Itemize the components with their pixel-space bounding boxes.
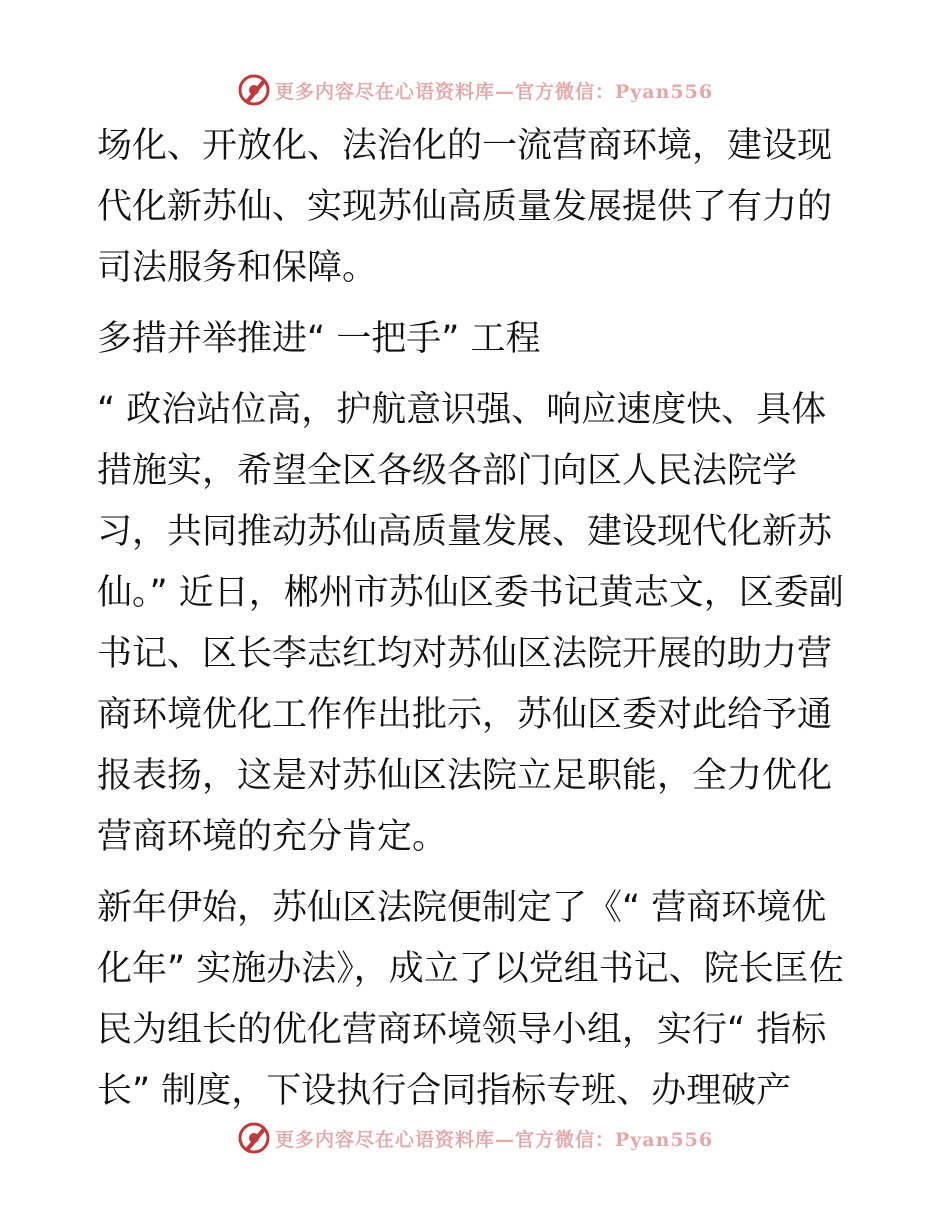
header-watermark — [0, 70, 950, 110]
footer-watermark-text: 更多内容尽在心语资料库—官方微信：Pyan556 — [274, 1128, 714, 1151]
paragraph-2: “ 政治站位高，护航意识强、响应速度快、具体措施实，希望全区各级各部门向区人民法院学习，共同推动苏仙高质量发展、建设现代化新苏仙。” 近日，郴州市苏仙区委书记黄志文，区委副书记、区长李志红均对苏仙区法院开展的助力营商环境优化工作作出批示，苏仙区委对此给予通报表扬，这是对苏仙区法院立足职能，全力优化营商环境的充分肯定。 — [97, 390, 844, 857]
header-watermark-text: 更多内容尽在心语资料库—官方微信：Pyan556 — [274, 80, 714, 103]
footer-watermark — [0, 1118, 950, 1158]
pen-circle-logo-icon — [237, 73, 271, 107]
paragraph-3: 新年伊始，苏仙区法院便制定了《“ 营商环境优化年” 实施办法》，成立了以党组书记、院长匡佐民为组长的优化营商环境领导小组，实行“ 指标长” 制度，下设执行合同指标专班、办理破产 — [97, 888, 844, 1111]
section-heading: 多措并举推进“ 一把手” 工程 — [97, 319, 541, 359]
document-body — [97, 116, 857, 1122]
pen-circle-logo-icon — [237, 1121, 271, 1155]
paragraph-1: 场化、开放化、法治化的一流营商环境，建设现代化新苏仙、实现苏仙高质量发展提供了有力的司法服务和保障。 — [97, 126, 833, 288]
